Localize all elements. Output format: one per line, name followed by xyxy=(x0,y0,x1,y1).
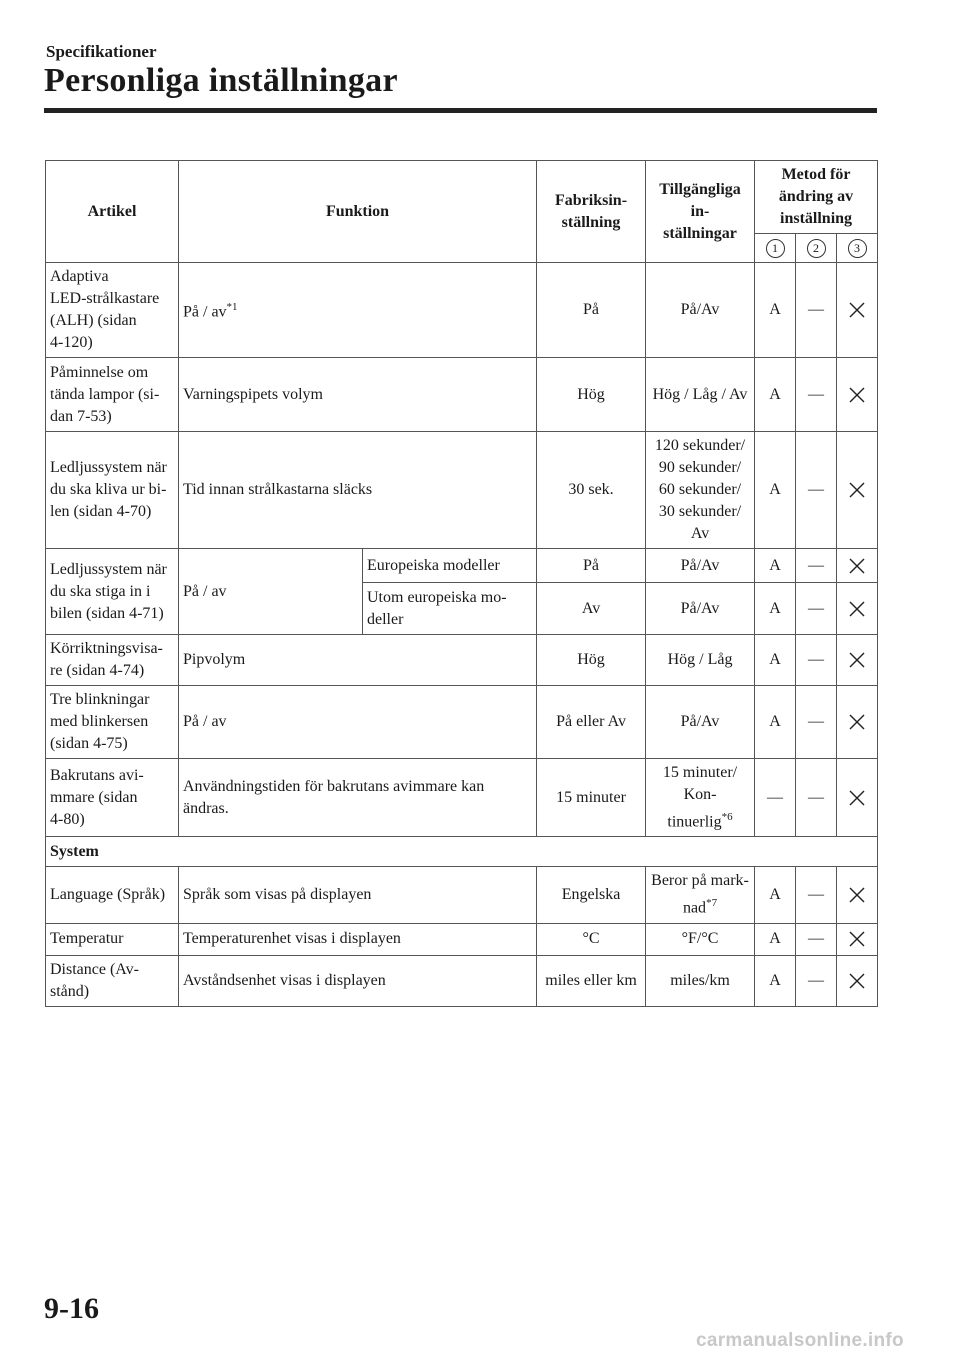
method-2-cell xyxy=(796,867,837,923)
fabrik-cell xyxy=(537,686,646,759)
tillg-cell xyxy=(646,583,755,635)
tillg-cell xyxy=(646,358,755,432)
cross-icon xyxy=(847,971,867,991)
watermark: carmanualsonline.info xyxy=(696,1330,904,1351)
cell-text: Varningspipets volym xyxy=(183,385,323,403)
cell-text: — xyxy=(808,788,825,806)
method-2-cell xyxy=(796,759,837,837)
cell-text: På / av xyxy=(183,713,227,730)
cell-text: System xyxy=(50,842,99,860)
cell-text: A xyxy=(769,599,781,617)
cell-text: 30 sek. xyxy=(568,481,614,498)
method-1-cell xyxy=(755,263,796,358)
cell-text: Körriktningsvisa- re (sidan 4-74) xyxy=(50,640,163,679)
cell-text: Tillgängliga in- ställningar xyxy=(659,180,741,242)
method-3-cell xyxy=(837,263,878,358)
cell-text: A xyxy=(769,713,781,730)
variant-cell xyxy=(363,549,537,583)
method-3-cell xyxy=(837,432,878,549)
circled-number: 1 xyxy=(766,239,785,258)
cross-icon xyxy=(847,788,867,808)
table-row xyxy=(46,358,878,432)
cell-text: Language (Språk) xyxy=(50,885,166,903)
settings-table xyxy=(45,160,878,1007)
col-tillg xyxy=(646,161,755,263)
method-3-cell xyxy=(837,358,878,432)
cross-icon xyxy=(847,929,867,949)
cell-text: På / av xyxy=(183,303,227,321)
cell-text: Språk som visas på displayen xyxy=(183,885,372,903)
funktion-cell xyxy=(179,549,363,635)
funktion-cell xyxy=(179,432,537,549)
artikel-cell xyxy=(46,759,179,837)
fabrik-cell xyxy=(537,759,646,837)
tillg-cell xyxy=(646,635,755,686)
cross-icon xyxy=(847,300,867,320)
cell-text: 15 minuter xyxy=(556,788,626,806)
section-label: Specifikationer xyxy=(46,42,157,61)
method-3-cell xyxy=(837,549,878,583)
tillg-cell xyxy=(646,432,755,549)
fabrik-cell xyxy=(537,432,646,549)
method-1-cell xyxy=(755,923,796,955)
method-3-cell xyxy=(837,583,878,635)
cell-text: På xyxy=(583,301,600,318)
footnote-ref: *6 xyxy=(721,811,733,823)
cross-icon xyxy=(847,885,867,905)
col-fabrik xyxy=(537,161,646,263)
cell-text: Europeiska modeller xyxy=(367,556,500,574)
cross-icon xyxy=(847,556,867,576)
fabrik-cell xyxy=(537,358,646,432)
method-2-cell xyxy=(796,549,837,583)
cell-text: Engelska xyxy=(561,885,621,903)
circled-number: 2 xyxy=(807,239,826,258)
tillg-cell xyxy=(646,955,755,1006)
tillg-cell xyxy=(646,923,755,955)
cell-text: Fabriksin- ställning xyxy=(555,191,628,231)
method-1-cell xyxy=(755,867,796,923)
cross-icon xyxy=(847,599,867,619)
method-1-cell xyxy=(755,358,796,432)
cell-text: A xyxy=(769,385,781,403)
method-3-cell xyxy=(837,686,878,759)
col-metod xyxy=(755,161,878,234)
fabrik-cell xyxy=(537,549,646,583)
cell-text: Användningstiden för bakrutans avimmare kan ändras. xyxy=(183,777,485,817)
cell-text: Ledljussystem när du ska kliva ur bi- len (sidan 4-70) xyxy=(50,459,167,520)
tillg-cell xyxy=(646,263,755,358)
funktion-cell xyxy=(179,955,537,1006)
cell-text: Ledljussystem när du ska stiga in i bilen (sidan 4-71) xyxy=(50,560,167,622)
header-row xyxy=(46,161,878,234)
table-row xyxy=(46,635,878,686)
cell-text: 15 minuter/ Kon- tinuerlig xyxy=(662,764,738,831)
funktion-cell xyxy=(179,867,537,923)
cross-icon xyxy=(847,650,867,670)
funktion-cell xyxy=(179,635,537,686)
fabrik-cell xyxy=(537,635,646,686)
col-artikel xyxy=(46,161,179,263)
method-number-3 xyxy=(837,234,878,263)
cell-text: — xyxy=(808,385,825,403)
cell-text: — xyxy=(808,713,825,730)
cell-text: Av xyxy=(581,599,601,617)
footnote-ref: *7 xyxy=(706,897,718,910)
artikel-cell xyxy=(46,867,179,923)
cell-text: På/Av xyxy=(680,556,720,574)
cell-text: °C xyxy=(582,930,600,948)
cell-text: På/Av xyxy=(680,599,720,617)
method-2-cell xyxy=(796,432,837,549)
table-row xyxy=(46,759,878,837)
cell-text: miles eller km xyxy=(545,971,637,989)
artikel-cell xyxy=(46,358,179,432)
method-2-cell xyxy=(796,686,837,759)
footnote-ref: *1 xyxy=(226,301,238,314)
method-2-cell xyxy=(796,358,837,432)
table-row xyxy=(46,432,878,549)
cell-text: Distance (Av- stånd) xyxy=(50,960,139,1000)
cell-text: A xyxy=(769,930,781,948)
cell-text: — xyxy=(808,481,825,498)
cell-text: På / av xyxy=(183,582,227,600)
cross-icon xyxy=(847,480,867,500)
method-3-cell xyxy=(837,759,878,837)
artikel-cell xyxy=(46,923,179,955)
cell-text: Hög xyxy=(577,385,605,403)
cell-text: A xyxy=(769,971,781,989)
cell-text: Hög xyxy=(577,651,605,668)
method-1-cell xyxy=(755,583,796,635)
title-rule xyxy=(44,108,877,113)
cell-text: Tid innan strålkastarna släcks xyxy=(183,481,373,498)
cell-text: Temperaturenhet visas i displayen xyxy=(183,930,401,948)
method-1-cell xyxy=(755,759,796,837)
cell-text: Beror på mark- nad xyxy=(651,872,749,917)
cell-text: Avståndsenhet visas i displayen xyxy=(183,971,386,989)
cell-text: Metod för ändring av inställning xyxy=(778,166,854,227)
tillg-cell xyxy=(646,549,755,583)
cell-text: På eller Av xyxy=(556,713,626,730)
page-title: Personliga inställningar xyxy=(44,62,398,99)
funktion-cell xyxy=(179,686,537,759)
cell-text: På/Av xyxy=(680,301,720,318)
cell-text: A xyxy=(769,885,781,903)
cell-text: På/Av xyxy=(680,713,720,730)
fabrik-cell xyxy=(537,867,646,923)
artikel-cell xyxy=(46,432,179,549)
funktion-cell xyxy=(179,759,537,837)
tillg-cell xyxy=(646,686,755,759)
funktion-cell xyxy=(179,358,537,432)
cell-text: På xyxy=(583,556,600,574)
variant-cell xyxy=(363,583,537,635)
system-row xyxy=(46,837,878,867)
table-row xyxy=(46,549,878,583)
method-3-cell xyxy=(837,955,878,1006)
cell-text: miles/km xyxy=(670,971,730,989)
col-funktion xyxy=(179,161,537,263)
system-heading xyxy=(46,837,878,867)
tillg-cell xyxy=(646,867,755,923)
method-1-cell xyxy=(755,955,796,1006)
tillg-cell xyxy=(646,759,755,837)
cell-text: Pipvolym xyxy=(183,651,246,668)
funktion-cell xyxy=(179,923,537,955)
table-row xyxy=(46,955,878,1006)
method-1-cell xyxy=(755,635,796,686)
cell-text: — xyxy=(808,599,825,617)
artikel-cell xyxy=(46,686,179,759)
cell-text: — xyxy=(808,651,825,668)
circled-number: 3 xyxy=(848,239,867,258)
funktion-cell xyxy=(179,263,537,358)
cell-text: Artikel xyxy=(87,202,137,220)
table-row xyxy=(46,923,878,955)
cell-text: — xyxy=(808,885,825,903)
cell-text: Bakrutans avi- mmare (sidan 4-80) xyxy=(50,766,144,828)
method-1-cell xyxy=(755,432,796,549)
method-2-cell xyxy=(796,923,837,955)
artikel-cell xyxy=(46,549,179,635)
cell-text: Hög / Låg / Av xyxy=(652,385,748,403)
method-1-cell xyxy=(755,549,796,583)
method-2-cell xyxy=(796,635,837,686)
cell-text: Temperatur xyxy=(50,930,124,948)
cell-text: A xyxy=(769,651,781,668)
cell-text: 120 sekunder/ 90 sekunder/ 60 sekunder/ 30 sekunder/ Av xyxy=(654,437,746,542)
method-2-cell xyxy=(796,955,837,1006)
artikel-cell xyxy=(46,955,179,1006)
cell-text: — xyxy=(808,971,825,989)
fabrik-cell xyxy=(537,263,646,358)
fabrik-cell xyxy=(537,955,646,1006)
cell-text: — xyxy=(767,788,784,806)
method-2-cell xyxy=(796,583,837,635)
cell-text: A xyxy=(769,481,781,498)
cell-text: Utom europeiska mo- deller xyxy=(367,588,507,628)
cell-text: Tre blinkningar med blinkersen (sidan 4-75) xyxy=(50,691,150,752)
method-3-cell xyxy=(837,635,878,686)
method-1-cell xyxy=(755,686,796,759)
cross-icon xyxy=(847,385,867,405)
cell-text: Hög / Låg xyxy=(667,651,733,668)
cell-text: Påminnelse om tända lampor (si- dan 7-53) xyxy=(50,363,160,425)
cell-text: — xyxy=(808,301,825,318)
page-number: 9-16 xyxy=(44,1292,99,1325)
cell-text: A xyxy=(769,301,781,318)
method-number-1 xyxy=(755,234,796,263)
table-row xyxy=(46,867,878,923)
cell-text: °F/°C xyxy=(681,930,719,948)
cell-text: Funktion xyxy=(325,202,390,220)
method-3-cell xyxy=(837,867,878,923)
method-number-2 xyxy=(796,234,837,263)
cross-icon xyxy=(847,712,867,732)
method-3-cell xyxy=(837,923,878,955)
cell-text: — xyxy=(808,556,825,574)
cell-text: — xyxy=(808,930,825,948)
artikel-cell xyxy=(46,263,179,358)
table-row xyxy=(46,686,878,759)
cell-text: Adaptiva LED-strålkastare (ALH) (sidan 4-120) xyxy=(50,268,160,351)
table-row xyxy=(46,263,878,358)
artikel-cell xyxy=(46,635,179,686)
fabrik-cell xyxy=(537,923,646,955)
cell-text: A xyxy=(769,556,781,574)
fabrik-cell xyxy=(537,583,646,635)
method-2-cell xyxy=(796,263,837,358)
